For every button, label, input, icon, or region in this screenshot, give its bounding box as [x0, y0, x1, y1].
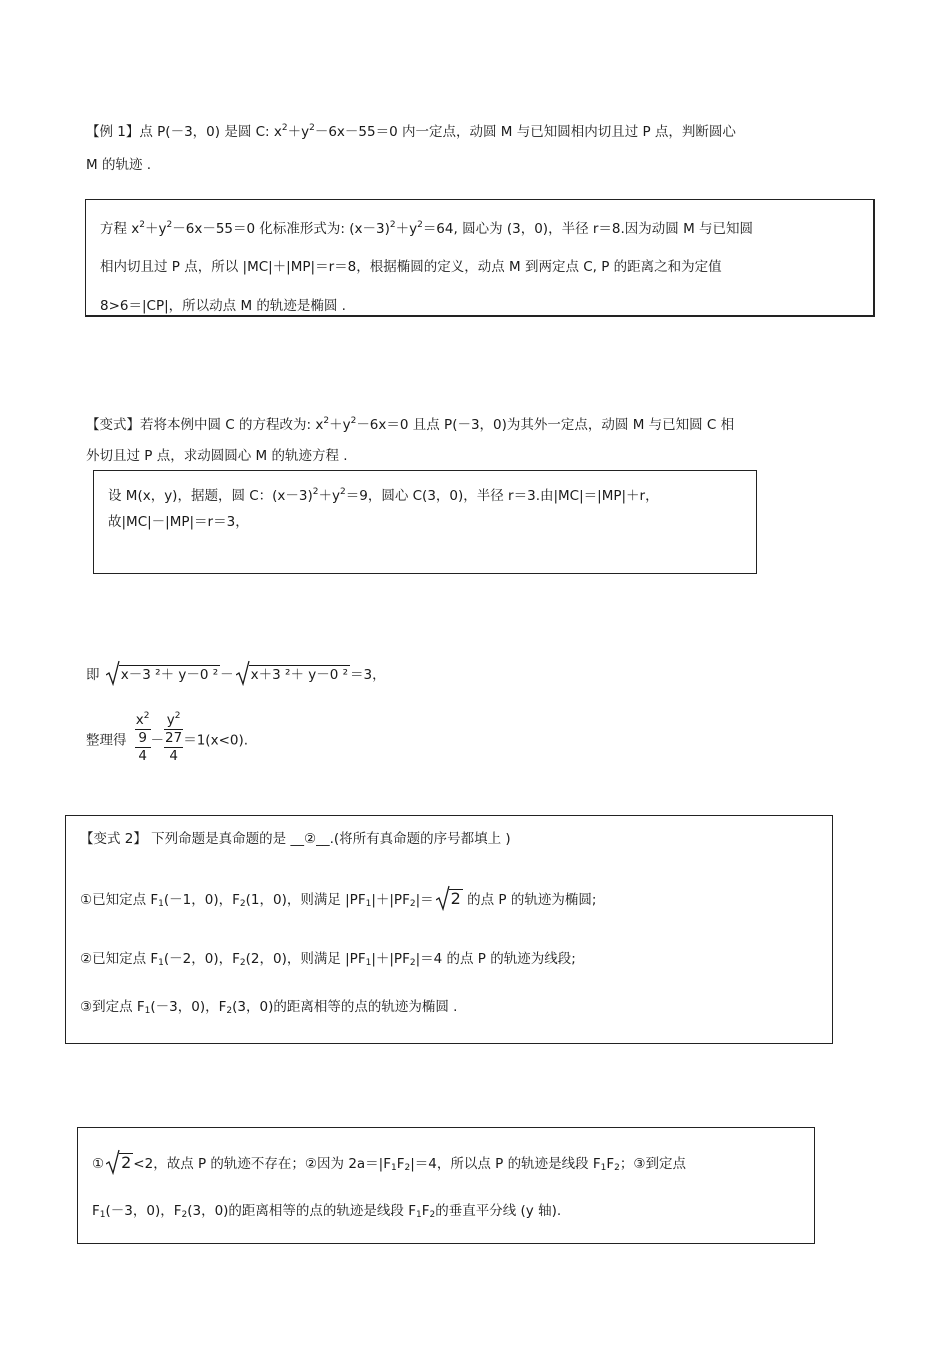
variant1-line1: 【变式】若将本例中圆 C 的方程改为: $x^2+y^2-6x=0$ 且点 P(－3，0)为其外一定点，动圆 M 与已知圆 C 相	[86, 416, 735, 433]
sqrt-two-solution: 2	[106, 1153, 133, 1175]
sqrt-two: 2	[436, 889, 463, 911]
solution2-box	[93, 470, 757, 574]
variant2-item1: ①已知定点 $F_1(-1$，0)，$F_2(1$，0)，则满足 $|PF_1|+|PF_2|=$ 2 的点 P 的轨迹为椭圆;	[80, 889, 596, 911]
solution3-line2: $F_1(-3$，0)，$F_2(3$，0)的距离相等的点的轨迹是线段 $F_1F_2$的垂直平分线 (y 轴).	[92, 1203, 562, 1220]
solution2-line2: 故|MC|－|MP|＝r＝3，	[108, 514, 249, 530]
example1-line2: M 的轨迹 .	[86, 157, 152, 173]
solution1-line1: 方程 $x^2+y^2-6x-55=0$ 化标准形式为: $(x-3)^2+y^2=64$, 圆心为 (3，0)，半径 r＝8.因为动圆 M 与已知圆	[100, 220, 754, 237]
example1-line1: 【例 1】点 P(－3，0) 是圆 C: $x^2+y^2-6x-55=0$ 内一定点，动圆 M 与已知圆相内切且过 P 点，判断圆心	[86, 123, 736, 140]
solution1-line3: 8>6＝|CP|，所以动点 M 的轨迹是椭圆 .	[100, 298, 346, 314]
fraction-y: $y^2$ 27 4	[165, 711, 183, 764]
equation1: 即 x－3 ²＋ y－0 ² － x＋3 ²＋ y－0 ² ＝3，	[86, 664, 386, 686]
sqrt-expression-1: x－3 ²＋ y－0 ²	[106, 664, 220, 686]
solution1-box	[85, 199, 875, 317]
equation2: 整理得 $x^2$ 9 4 － $y^2$ 27 4 ＝1(x<0).	[86, 711, 249, 764]
fraction-x: $x^2$ 9 4	[135, 711, 150, 764]
variant2-item2: ②已知定点 $F_1(-2$，0)，$F_2(2$，0)，则满足 $|PF_1|+|PF_2|=4$ 的点 P 的轨迹为线段;	[80, 951, 576, 968]
variant2-item3: ③到定点 $F_1(-3$，0)，$F_2(3$，0)的距离相等的点的轨迹为椭圆 .	[80, 999, 458, 1016]
variant1-line2: 外切且过 P 点，求动圆圆心 M 的轨迹方程 .	[86, 448, 348, 464]
sqrt-expression-2: x＋3 ²＋ y－0 ²	[236, 664, 350, 686]
variant2-box	[65, 815, 833, 1044]
variant2-title: 【变式 2】 下列命题是真命题的是 __②__.(将所有真命题的序号都填上 )	[80, 831, 511, 847]
solution3-line1: ① 2 <2，故点 P 的轨迹不存在；②因为 $2a=|F_1F_2|=4$，所以点 P 的轨迹是线段 $F_1F_2$；③到定点	[92, 1153, 686, 1175]
solution3-box	[77, 1127, 815, 1244]
solution2-line1: 设 M(x，y)，据题，圆 C：$(x-3)^2+y^2=9$，圆心 C(3，0)，半径 r＝3.由|MC|＝|MP|＋r，	[108, 487, 659, 504]
solution1-line2: 相内切且过 P 点，所以 |MC|＋|MP|＝r＝8，根据椭圆的定义，动点 M 到两定点 C, P 的距离之和为定值	[100, 259, 722, 275]
